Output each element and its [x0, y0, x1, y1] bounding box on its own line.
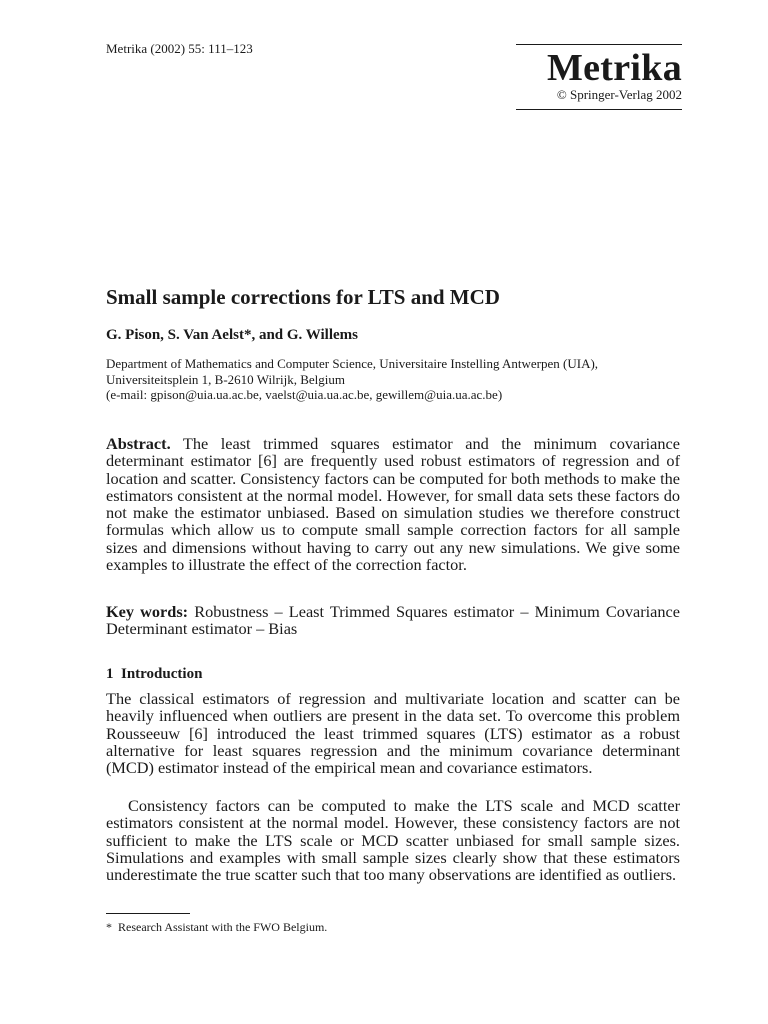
affiliation: [106, 356, 676, 403]
keywords-text: Robustness – Least Trimmed Squares estimator – Minimum Covariance Determinant estimator – Bias: [106, 602, 680, 639]
intro-paragraph-1: The classical estimators of regression and multivariate location and scatter can be heavily influenced when outliers are present in the data set. To overcome this problem Rousseeuw [6] introduced the least trimmed squares (LTS) estimator as a robust alternative for least squares regression and the minimum covariance determinant (MCD) estimator instead of the empirical mean and covariance estimators.: [106, 689, 680, 778]
author-list: G. Pison, S. Van Aelst*, and G. Willems: [106, 327, 359, 343]
abstract-text: The least trimmed squares estimator and the minimum covariance determinant estimator [6] are frequently used robust estimators of regression and of location and scatter. Consistency factors can be computed for both methods to make the estimators consistent at the normal model. However, for small data sets these factors do not make the estimator unbiased. Based on simulation studies we therefore construct formulas which allow us to compute small sample correction factors for all sample sizes and dimensions without having to carry out any new simulations. We give some examples to illustrate the effect of the correction factor.: [106, 434, 680, 575]
paper-title: Small sample corrections for LTS and MCD: [106, 285, 500, 309]
footnote-rule: [106, 913, 190, 914]
affiliation-email-line: (e-mail: gpison@uia.ua.ac.be, vaelst@uia.ua.ac.be, gewillem@uia.ua.ac.be): [106, 387, 503, 402]
abstract-label: Abstract.: [106, 434, 171, 453]
keywords-label: Key words:: [106, 602, 189, 621]
keywords: [106, 603, 680, 638]
footnote: * Research Assistant with the FWO Belgium.: [106, 920, 328, 934]
logo-top-rule: [516, 44, 682, 45]
section-heading: 1 Introduction: [106, 666, 203, 682]
affiliation-line: Universiteitsplein 1, B-2610 Wilrijk, Belgium: [106, 371, 345, 387]
publisher-line: © Springer-Verlag 2002: [556, 87, 682, 102]
running-head: Metrika (2002) 55: 111–123: [106, 41, 253, 56]
abstract: [106, 435, 680, 573]
affiliation-line: Department of Mathematics and Computer Science, Universitaire Instelling Antwerpen (UIA),: [106, 356, 599, 371]
intro-paragraph-2: Consistency factors can be computed to make the LTS scale and MCD scatter estimators consistent at the normal model. However, these consistency factors are not sufficient to make the LTS scale or MCD scatter unbiased for small sample sizes. Simulations and examples with small sample sizes clearly show that these estimators underestimate the true scatter such that too many observations are identified as outliers.: [106, 796, 680, 885]
journal-name: Metrika: [546, 47, 682, 89]
logo-bottom-rule: [516, 109, 682, 110]
journal-logo: [516, 44, 682, 110]
